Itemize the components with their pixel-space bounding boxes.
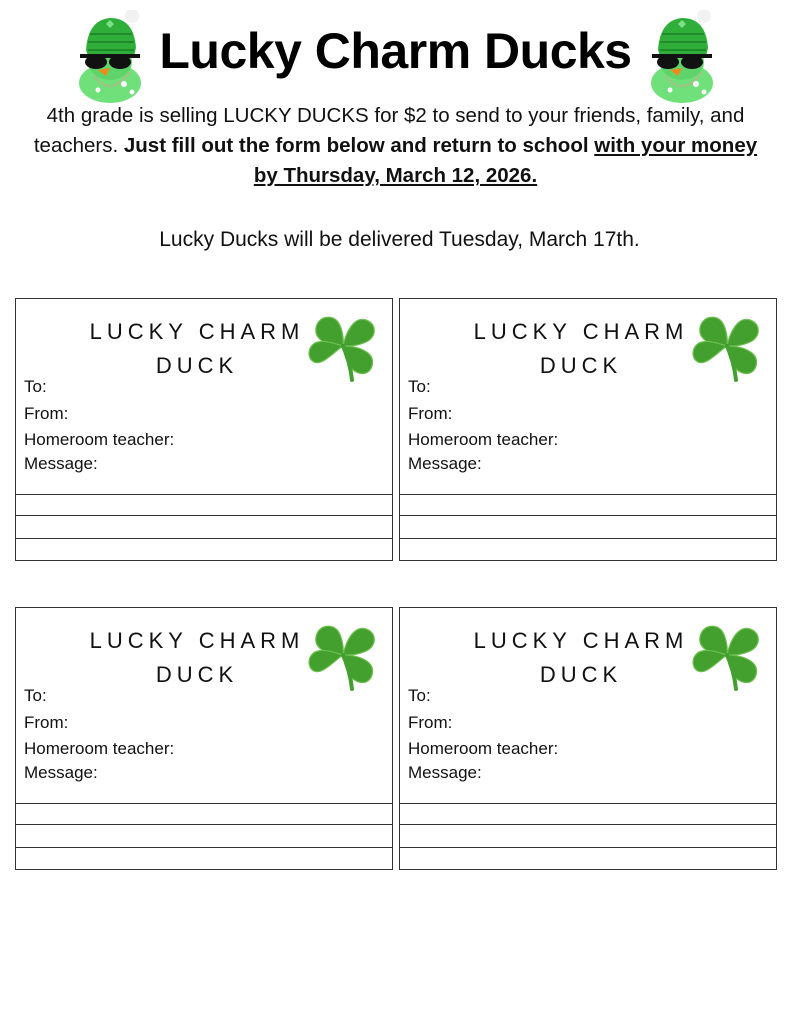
- message-line[interactable]: [400, 803, 776, 804]
- homeroom-label: Homeroom teacher:: [24, 430, 175, 449]
- order-card: [399, 298, 777, 561]
- message-line[interactable]: [400, 847, 776, 848]
- delivery-note: Lucky Ducks will be delivered Tuesday, March 17th.: [159, 228, 640, 251]
- intro-deadline: with your money by Thursday, March 12, 2026.: [253, 134, 758, 187]
- shamrock-icon: [306, 621, 380, 693]
- message-label: Message:: [408, 454, 482, 473]
- intro-instruction: Just fill out the form below and return to school: [123, 134, 595, 157]
- intro-text: 4th grade is selling LUCKY DUCKS for $2 to send to your friends, family, and teachers.: [33, 104, 745, 157]
- message-label: Message:: [24, 763, 98, 782]
- homeroom-label: Homeroom teacher:: [408, 430, 559, 449]
- message-line[interactable]: [400, 538, 776, 539]
- message-line[interactable]: [16, 824, 392, 825]
- duck-icon: [648, 10, 716, 104]
- from-label: From:: [24, 404, 69, 423]
- message-line[interactable]: [400, 515, 776, 516]
- card-title: LUCKY CHARM DUCK: [89, 319, 305, 378]
- shamrock-icon: [690, 312, 764, 384]
- page-title: Lucky Charm Ducks: [159, 23, 632, 79]
- intro-paragraph: [30, 101, 761, 191]
- card-title: LUCKY CHARM DUCK: [473, 628, 689, 687]
- message-label: Message:: [24, 454, 98, 473]
- from-label: From:: [408, 713, 453, 732]
- order-card: [15, 607, 393, 870]
- from-label: From:: [408, 404, 453, 423]
- message-line[interactable]: [16, 847, 392, 848]
- card-title: LUCKY CHARM DUCK: [89, 628, 305, 687]
- message-label: Message:: [408, 763, 482, 782]
- from-label: From:: [24, 713, 69, 732]
- to-label: To:: [408, 686, 431, 705]
- homeroom-label: Homeroom teacher:: [24, 739, 175, 758]
- message-line[interactable]: [16, 803, 392, 804]
- order-card: [15, 298, 393, 561]
- to-label: To:: [24, 377, 47, 396]
- message-line[interactable]: [16, 494, 392, 495]
- message-line[interactable]: [400, 824, 776, 825]
- message-line[interactable]: [16, 538, 392, 539]
- shamrock-icon: [690, 621, 764, 693]
- shamrock-icon: [306, 312, 380, 384]
- to-label: To:: [24, 686, 47, 705]
- message-line[interactable]: [400, 494, 776, 495]
- order-card: [399, 607, 777, 870]
- to-label: To:: [408, 377, 431, 396]
- card-title: LUCKY CHARM DUCK: [473, 319, 689, 378]
- message-line[interactable]: [16, 515, 392, 516]
- homeroom-label: Homeroom teacher:: [408, 739, 559, 758]
